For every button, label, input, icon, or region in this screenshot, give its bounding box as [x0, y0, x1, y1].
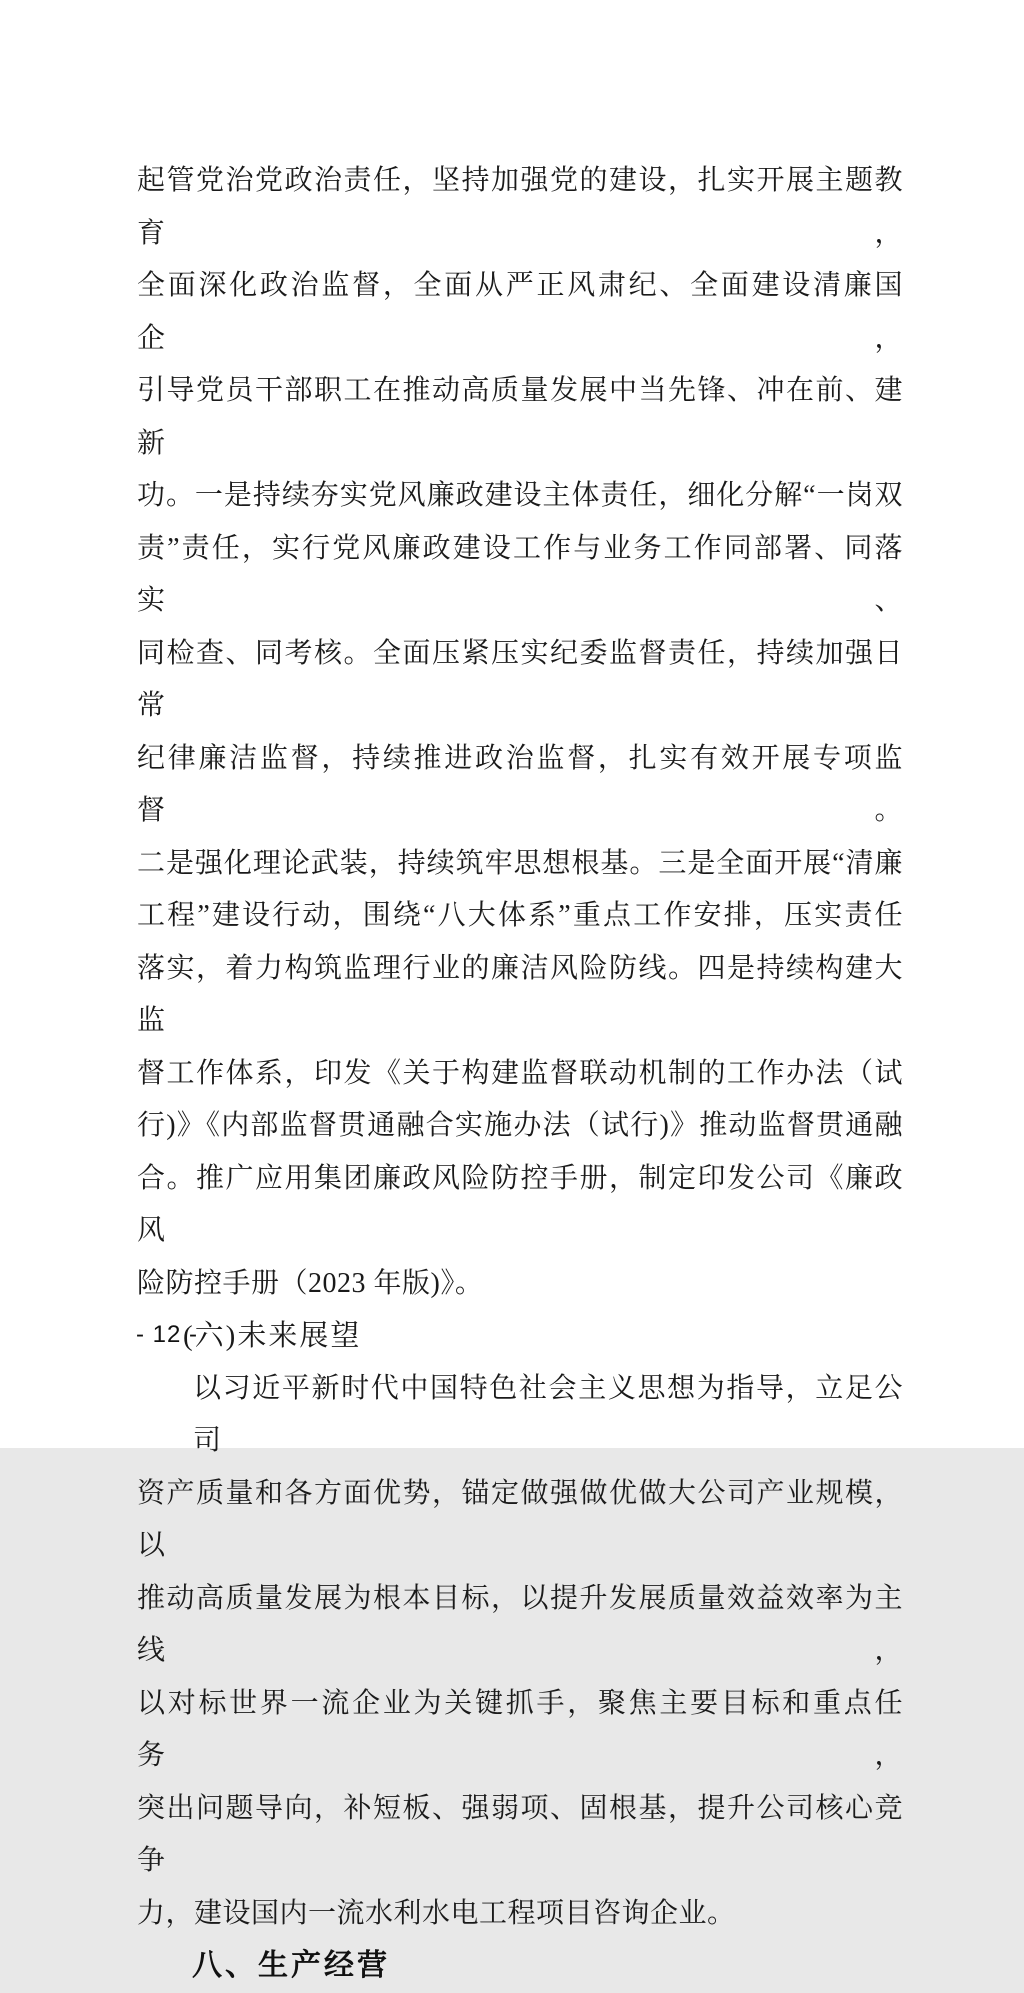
- text-line: 落实，着力构筑监理行业的廉洁风险防线。四是持续构建大监: [137, 952, 903, 1036]
- chapter-heading-production-operation: 八、生产经营: [192, 1949, 390, 1982]
- text-line: 行)》《内部监督贯通融合实施办法（试行)》推动监督贯通融: [137, 1110, 903, 1141]
- text-line: 功。一是持续夯实党风廉政建设主体责任，细化分解“一岗双: [137, 480, 903, 511]
- text-line: 力，建设国内一流水利水电工程项目咨询企业。: [137, 1897, 736, 1929]
- text-line: 督工作体系，印发《关于构建监督联动机制的工作办法（试: [137, 1057, 903, 1089]
- section-heading-future-outlook: (六)未来展望: [183, 1320, 362, 1352]
- text-line: 合。推广应用集团廉政风险防控手册，制定印发公司《廉政风: [137, 1162, 903, 1246]
- text-line: 资产质量和各方面优势，锚定做强做优做大公司产业规模，以: [137, 1477, 903, 1561]
- text-line: 纪律廉洁监督，持续推进政治监督，扎实有效开展专项监督。: [137, 742, 903, 826]
- text-line: 全面深化政治监督，全面从严正风肃纪、全面建设清廉国企，: [137, 270, 903, 354]
- text-line: 突出问题导向，补短板、强弱项、固根基，提升公司核心竞争: [137, 1792, 903, 1876]
- text-line: 责”责任，实行党风廉政建设工作与业务工作同部署、同落实、: [137, 532, 903, 616]
- page-content: [137, 155, 903, 1993]
- paragraph-party-discipline: [137, 155, 903, 1310]
- page-number: - 12 -: [136, 1321, 199, 1348]
- text-line: 以习近平新时代中国特色社会主义思想为指导，立足公司: [193, 1372, 903, 1456]
- text-line: 以对标世界一流企业为关键抓手，聚焦主要目标和重点任务，: [137, 1687, 903, 1771]
- text-line: 同检查、同考核。全面压紧压实纪委监督责任，持续加强日常: [137, 637, 903, 721]
- paragraph-future-outlook: [137, 1363, 903, 1941]
- text-line: 起管党治党政治责任，坚持加强党的建设，扎实开展主题教育，: [137, 165, 903, 249]
- text-line: 推动高质量发展为根本目标，以提升发展质量效益效率为主线，: [137, 1582, 903, 1666]
- text-line: 险防控手册（2023 年版)》。: [137, 1267, 484, 1299]
- text-line: 二是强化理论武装，持续筑牢思想根基。三是全面开展“清廉: [137, 847, 903, 879]
- text-line: 工程”建设行动，围绕“八大体系”重点工作安排，压实责任: [137, 900, 903, 931]
- text-line: 引导党员干部职工在推动高质量发展中当先锋、冲在前、建新: [137, 375, 903, 459]
